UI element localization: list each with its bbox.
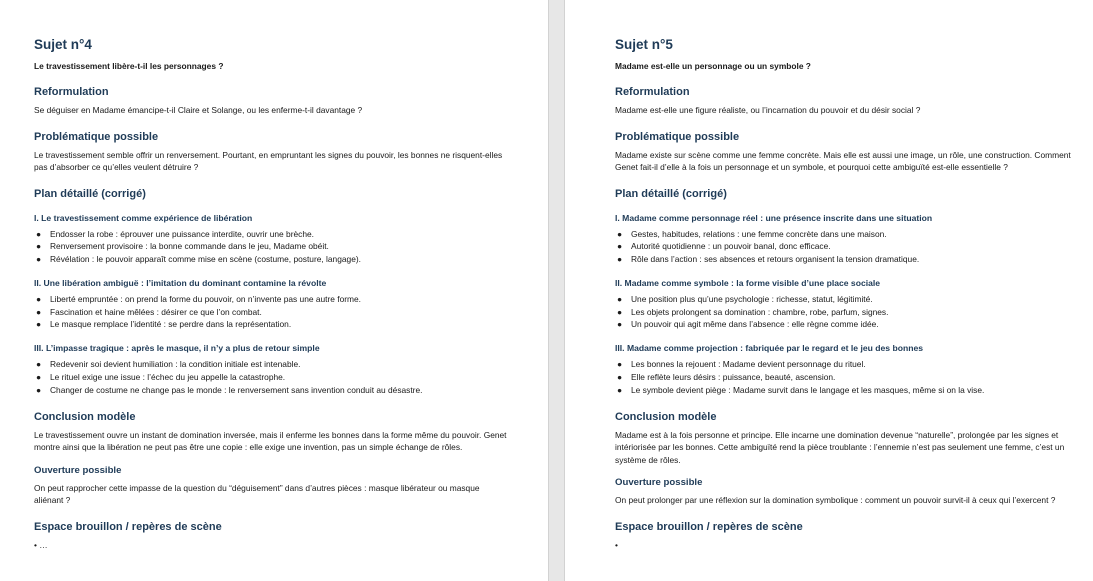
list-item	[615, 371, 1075, 384]
bullet-icon: ●	[36, 254, 42, 265]
subject-question: Le travestissement libère-t-il les personnages ?	[34, 61, 224, 71]
bullet-icon: ●	[36, 293, 42, 304]
ouverture-text: On peut prolonger par une réflexion sur la domination symbolique : comment un pouvoir survit-il à ceux qui l’exercent ?	[615, 495, 1056, 506]
bullet-icon: ●	[617, 359, 623, 370]
subject-question: Madame est-elle un personnage ou un symbole ?	[615, 61, 811, 71]
plan-heading: Plan détaillé (corrigé)	[34, 187, 146, 200]
part-title: III. Madame comme projection : fabriquée par le regard et le jeu des bonnes	[615, 343, 924, 354]
list-item	[34, 371, 508, 384]
bullet-icon: ●	[36, 306, 42, 317]
brouillon-heading: Espace brouillon / repères de scène	[34, 520, 222, 533]
bullet-list	[615, 358, 1075, 396]
page-content	[34, 0, 508, 551]
ouverture-heading: Ouverture possible	[34, 464, 122, 476]
list-item	[34, 293, 508, 306]
bullet-icon: •	[34, 539, 37, 550]
ouverture-text: On peut rapprocher cette impasse de la question du “déguisement” dans d’autres pièces : masque libérateur ou masque aliénant ?	[34, 482, 480, 506]
conclusion-text: Le travestissement ouvre un instant de domination inversée, mais il enferme les bonnes dans la forme même du pouvoir. Genet montre ainsi que la libération ne peut pas être une copie : elle exige une invention, pas un simple échange de rôles.	[34, 429, 507, 453]
list-item-text: Le rituel exige une issue : l’échec du jeu appelle la catastrophe.	[50, 372, 286, 383]
conclusion-heading: Conclusion modèle	[615, 410, 717, 423]
bullet-list	[615, 228, 1075, 266]
list-item-text: Fascination et haine mêlées : désirer ce que l’on combat.	[50, 306, 262, 317]
list-item	[34, 384, 508, 397]
list-item	[615, 306, 1075, 319]
bullet-icon: ●	[617, 384, 623, 395]
list-item	[615, 240, 1075, 253]
bullet-icon: ●	[617, 254, 623, 265]
bullet-icon: ●	[617, 372, 623, 383]
ouverture-heading: Ouverture possible	[615, 477, 703, 489]
conclusion-heading: Conclusion modèle	[34, 410, 136, 423]
bullet-icon: ●	[617, 241, 623, 252]
list-item	[34, 306, 508, 319]
reformulation-heading: Reformulation	[615, 86, 690, 98]
subject-title: Sujet n°5	[615, 37, 673, 52]
list-item-text: Autorité quotidienne : un pouvoir banal, donc efficace.	[631, 241, 831, 252]
bullet-icon: ●	[617, 293, 623, 304]
brouillon-line	[615, 539, 1075, 552]
list-item	[615, 384, 1075, 397]
bullet-icon: ●	[36, 372, 42, 383]
part-title: I. Le travestissement comme expérience de libération	[34, 212, 253, 223]
bullet-icon: ●	[36, 319, 42, 330]
list-item	[615, 253, 1075, 266]
list-item-text: Les bonnes la rejouent : Madame devient personnage du rituel.	[631, 359, 866, 370]
list-item	[34, 228, 508, 241]
page-gutter	[548, 0, 565, 581]
page-content	[615, 0, 1075, 551]
subject-title: Sujet n°4	[34, 37, 92, 52]
list-item-text: Liberté empruntée : on prend la forme du pouvoir, on n’invente pas une autre forme.	[50, 293, 361, 304]
reformulation-heading: Reformulation	[34, 86, 109, 98]
list-item-text: Le masque remplace l’identité : se perdre dans la représentation.	[50, 319, 292, 330]
bullet-icon: ●	[617, 306, 623, 317]
list-item-text: Une position plus qu’une psychologie : richesse, statut, légitimité.	[631, 293, 873, 304]
part-title: II. Madame comme symbole : la forme visible d’une place sociale	[615, 277, 881, 288]
brouillon-line	[34, 539, 508, 552]
list-item-text: Les objets prolongent sa domination : chambre, robe, parfum, signes.	[631, 306, 889, 317]
list-item	[615, 228, 1075, 241]
list-item	[34, 358, 508, 371]
list-item-text: Le symbole devient piège : Madame survit dans le langage et les masques, même si on la vise.	[631, 384, 985, 395]
reformulation-text: Se déguiser en Madame émancipe-t-il Claire et Solange, ou les enferme-t-il davantage ?	[34, 105, 363, 115]
problematique-heading: Problématique possible	[615, 130, 740, 143]
bullet-icon: ●	[617, 228, 623, 239]
list-item	[34, 318, 508, 331]
brouillon-text: …	[39, 539, 48, 550]
list-item-text: Rôle dans l’action : ses absences et retours organisent la tension dramatique.	[631, 254, 920, 265]
bullet-icon: •	[615, 539, 618, 550]
conclusion-text: Madame est à la fois personne et principe. Elle incarne une domination devenue “naturelle”, prolongée par les signes et intériorisée par les bonnes. Cette ambiguïté rend la pièce troublante : l’ennemie n’est pas seulement une femme, c’est un système de rôles.	[615, 429, 1065, 465]
list-item	[34, 240, 508, 253]
list-item-text: Endosser la robe : éprouver une puissance interdite, ouvrir une brèche.	[50, 228, 314, 239]
bullet-list	[34, 293, 508, 331]
plan-heading: Plan détaillé (corrigé)	[615, 187, 727, 200]
bullet-icon: ●	[617, 319, 623, 330]
list-item-text: Changer de costume ne change pas le monde : le renversement sans invention conduit au désastre.	[50, 384, 423, 395]
list-item-text: Redevenir soi devient humiliation : la condition initiale est intenable.	[50, 359, 301, 370]
list-item	[615, 293, 1075, 306]
list-item-text: Gestes, habitudes, relations : une femme concrète dans une maison.	[631, 228, 887, 239]
list-item	[615, 358, 1075, 371]
problematique-text: Le travestissement semble offrir un renversement. Pourtant, en empruntant les signes du pouvoir, les bonnes ne risquent-elles pas d’absorber ce qu’elles veulent détruire ?	[34, 149, 503, 172]
problematique-heading: Problématique possible	[34, 130, 159, 143]
list-item	[615, 318, 1075, 331]
list-item	[34, 253, 508, 266]
brouillon-heading: Espace brouillon / repères de scène	[615, 520, 803, 533]
bullet-icon: ●	[36, 228, 42, 239]
problematique-text: Madame existe sur scène comme une femme concrète. Mais elle est aussi une image, un rôle, une construction. Comment Genet fait-il d’elle à la fois un personnage et un symbole, et pourquoi cette ambiguïté est-elle essentielle ?	[615, 149, 1071, 172]
document-page-right	[565, 0, 1093, 581]
bullet-icon: ●	[36, 384, 42, 395]
list-item-text: Révélation : le pouvoir apparaît comme mise en scène (costume, posture, langage).	[50, 254, 361, 265]
bullet-icon: ●	[36, 359, 42, 370]
bullet-list	[615, 293, 1075, 331]
bullet-icon: ●	[36, 241, 42, 252]
list-item-text: Renversement provisoire : la bonne commande dans le jeu, Madame obéit.	[50, 241, 329, 252]
list-item-text: Elle reflète leurs désirs : puissance, beauté, ascension.	[631, 372, 836, 383]
bullet-list	[34, 358, 508, 396]
list-item-text: Un pouvoir qui agit même dans l’absence : elle règne comme idée.	[631, 319, 879, 330]
part-title: II. Une libération ambiguë : l’imitation du dominant contamine la révolte	[34, 277, 327, 288]
part-title: III. L’impasse tragique : après le masque, il n’y a plus de retour simple	[34, 343, 320, 354]
reformulation-text: Madame est-elle une figure réaliste, ou l’incarnation du pouvoir et du désir social ?	[615, 105, 921, 115]
bullet-list	[34, 228, 508, 266]
part-title: I. Madame comme personnage réel : une présence inscrite dans une situation	[615, 212, 933, 223]
